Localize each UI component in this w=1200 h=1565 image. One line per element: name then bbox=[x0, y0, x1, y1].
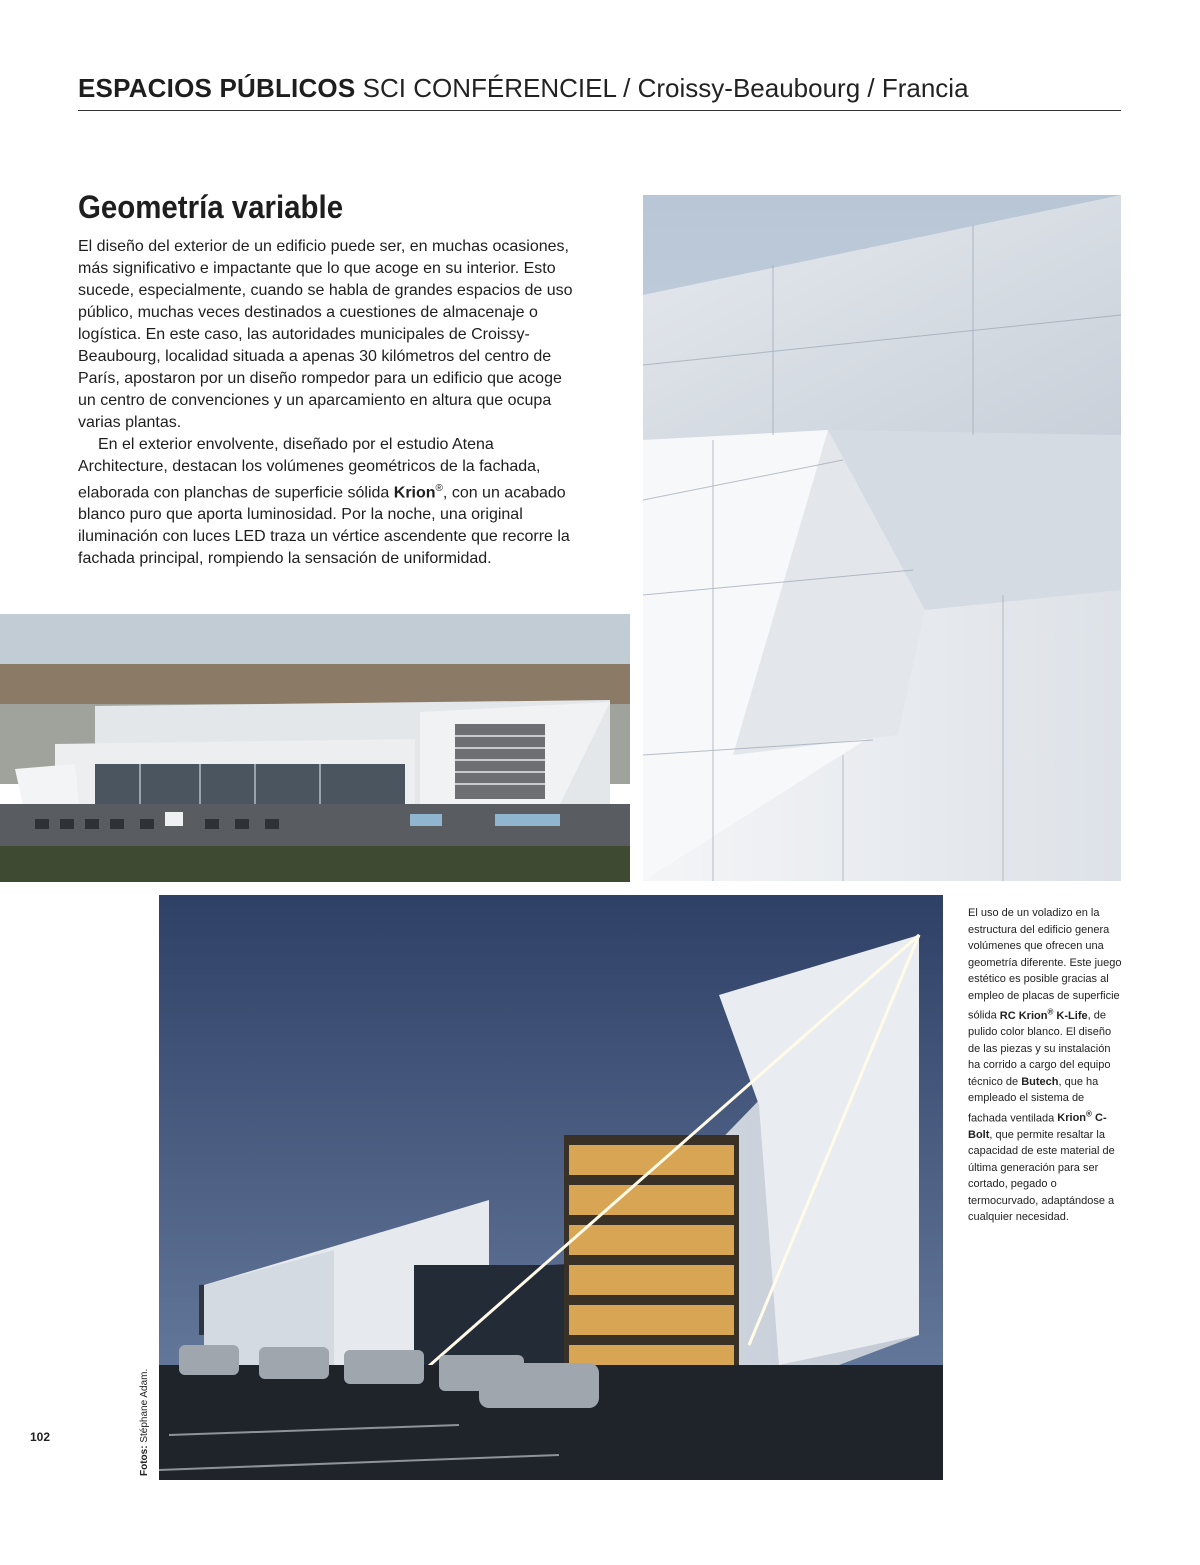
aerial-photo bbox=[0, 614, 630, 882]
section-subtitle bbox=[363, 73, 969, 103]
night-facade-photo bbox=[159, 895, 943, 1480]
photo-caption bbox=[968, 905, 1123, 1226]
paragraph-2-text-a: En el exterior envolvente, diseñado por el estudio Atena Architecture, destacan los volúmenes geométricos de la fachada, elaborada con planchas de superficie sólida bbox=[78, 436, 541, 502]
caption-product-2-brand: Krion bbox=[1057, 1112, 1087, 1125]
article-title: Geometría variable bbox=[78, 189, 344, 225]
credit-name: Stéphane Adam. bbox=[139, 1368, 150, 1446]
article-paragraph-1: El diseño del exterior de un edificio puede ser, en muchas ocasiones, más significativo e impactante que lo que acoge en su interior. Esto sucede, especialmente, cuando se habla de grandes espacios de uso público, muchas veces destinados a cuestiones de almacenaje o logística. En este caso, las autoridades municipales de Croissy-Beaubourg, localidad situada a apenas 30 kilómetros del centro de París, apostaron por un diseño rompedor para un edificio que acoge un centro de convenciones y un aparcamiento en altura que ocupa varias plantas. bbox=[78, 238, 573, 431]
caption-product-1-model: K-Life bbox=[1053, 1009, 1088, 1022]
page-number: 102 bbox=[30, 1430, 51, 1444]
caption-text-3: , que ha empleado el sistema de fachada ventilada bbox=[968, 1075, 1099, 1125]
page-header bbox=[78, 70, 1121, 111]
facade-detail-photo bbox=[643, 195, 1121, 881]
caption-text-1: El uso de un voladizo en la estructura del edificio genera volúmenes que ofrecen una geometría diferente. Este juego estético es posible gracias al empleo de placas de superficie sólida bbox=[968, 907, 1122, 1022]
project-location: SCI CONFÉRENCIEL / Croissy-Beaubourg / Francia bbox=[362, 73, 969, 103]
registered-mark: ® bbox=[1047, 1007, 1054, 1016]
caption-text-2: , de pulido color blanco. El diseño de las piezas y su instalación ha corrido a cargo del equipo técnico de bbox=[968, 1009, 1112, 1088]
photo-credit bbox=[139, 1369, 151, 1476]
article-body bbox=[78, 236, 578, 570]
section-label: ESPACIOS PÚBLICOS bbox=[78, 73, 356, 103]
caption-company: Butech bbox=[1021, 1075, 1059, 1088]
caption-product-1 bbox=[999, 1007, 1088, 1022]
krion-brand: Krion bbox=[393, 484, 436, 502]
article-paragraph-2 bbox=[78, 434, 578, 570]
caption-text-4: , que permite resaltar la capacidad de este material de última generación para ser cortado, pegado o termocurvado, adaptándose a cualquier necesidad. bbox=[968, 1128, 1115, 1224]
registered-mark: ® bbox=[1086, 1109, 1092, 1119]
paragraph-2-text-b: , con un acabado blanco puro que aporta luminosidad. Por la noche, una original iluminación con luces LED traza un vértice ascendente que recorre la fachada principal, rompiendo la sensación de uniformidad. bbox=[78, 484, 570, 568]
caption-product-1-brand: RC Krion bbox=[999, 1009, 1048, 1022]
credit-label: Fotos: bbox=[139, 1445, 150, 1476]
registered-mark: ® bbox=[435, 483, 443, 494]
caption-product-2-model: C-Bolt bbox=[968, 1112, 1107, 1141]
